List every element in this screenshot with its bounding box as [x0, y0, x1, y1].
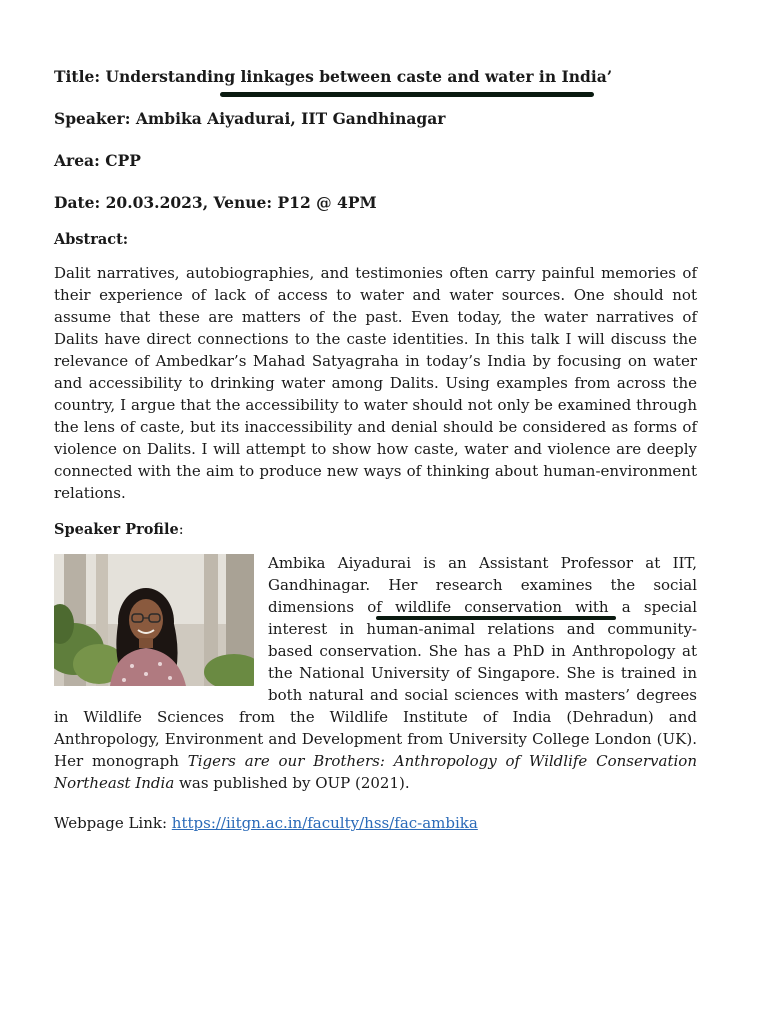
title-value: Understanding linkages between caste and water in India’ — [105, 67, 613, 86]
webpage-link[interactable]: https://iitgn.ac.in/faculty/hss/fac-ambika — [171, 814, 478, 832]
area-value: CPP — [105, 151, 141, 170]
venue-label: Venue: — [213, 193, 273, 212]
webpage-label: Webpage Link: — [54, 814, 172, 832]
abstract-heading: Abstract: — [54, 231, 129, 248]
speaker-portrait-image — [54, 554, 254, 686]
webpage-line — [54, 812, 697, 834]
hand-drawn-underline — [220, 92, 594, 97]
abstract-text: Dalit narratives, autobiographies, and testimonies often carry painful memories of their experience of lack of access to water and water sources. One should not assume that these are matters of the past. Even today, the water narratives of Dalits have direct connections to the caste identities. In this talk I will discuss the relevance of Ambedkar’s Mahad Satyagraha in today’s India by focusing on water and accessibility to drinking water among Dalits. Using examples from across the country, I argue that the accessibility to water should not only be examined through the lens of caste, but its inaccessibility and denial should be considered as forms of violence on Dalits. I will attempt to show how caste, water and violence are deeply connected with the aim to produce new ways of thinking about human-environment relations. — [54, 264, 697, 502]
profile-body-text-end: was published by OUP (2021). — [174, 774, 410, 792]
speaker-photo — [54, 554, 254, 686]
profile-body-text: Ambika Aiyadurai is an Assistant Professor at IIT, Gandhinagar. Her research examines the social dimensions of wildlife conservation with a special interest in human-animal relations and community-based conservation. She has a PhD in Anthropology at the National University of Singapore. She is trained in both natural and social sciences with masters’ degrees in Wildlife Sciences from the Wildlife Institute of India (Dehradun) and Anthropology, Environment and Development from University College London (UK). Her monograph — [54, 554, 697, 770]
area-line — [54, 150, 697, 172]
title-line — [54, 66, 697, 88]
speaker-line — [54, 108, 697, 130]
speaker-value: Ambika Aiyadurai, IIT Gandhinagar — [135, 109, 446, 128]
area-label: Area: — [54, 151, 100, 170]
title-label: Title: — [54, 67, 101, 86]
hand-drawn-underline-profile — [376, 616, 616, 620]
speaker-label: Speaker: — [54, 109, 131, 128]
speaker-profile-heading — [54, 520, 697, 540]
date-value: 20.03.2023, — [105, 193, 209, 212]
venue-value: P12 @ 4PM — [277, 193, 377, 212]
date-label: Date: — [54, 193, 101, 212]
speaker-profile-text — [54, 552, 697, 794]
speaker-profile-label: Speaker Profile — [54, 521, 179, 538]
speaker-profile-colon: : — [178, 522, 184, 538]
date-venue-line — [54, 192, 697, 214]
seminar-notice — [54, 66, 697, 849]
monograph-title: Tigers are our Brothers: Anthropology of Wildlife Conservation Northeast India — [54, 752, 697, 792]
